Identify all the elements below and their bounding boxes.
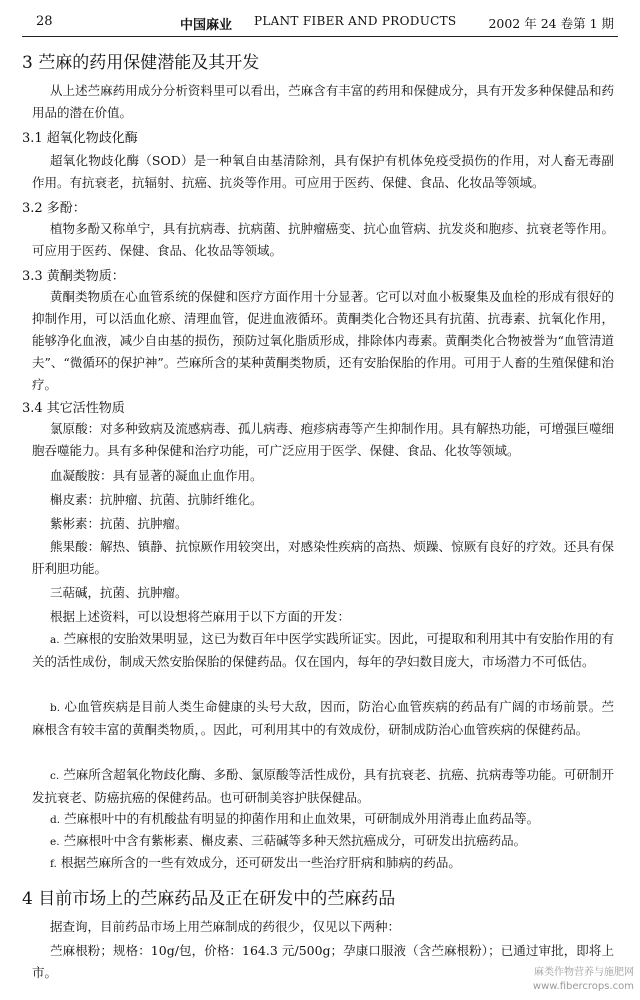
subsection-3-1-title: 3.1 超氧化物歧化酶 (22, 131, 138, 146)
subsection-3-3-title: 3.3 黄酮类物质： (22, 269, 125, 284)
subsection-3-2-text: 植物多酚又称单宁，具有抗病毒、抗病菌、抗肿瘤癌变、抗心血管病、抗发炎和胞疹、抗衰老等作用。可应用于医药、保健、食品、化妆品等领域。 (32, 221, 614, 258)
section-3-intro: 从上述苎麻药用成分分析资料里可以看出，苎麻含有丰富的药用和保健成分，具有开发多种保健品和药用品的潜在价值。 (32, 83, 614, 120)
subsection-3-4-text: 氯原酸：对多种致病及流感病毒、孤儿病毒、疱疹病毒等产生抑制作用。具有解热功能，可增强巨噬细胞吞噬能力。具有多种保健和治疗功能，可广泛应用于医学、保健、食品、化妆等领域。 (32, 421, 614, 458)
subsection-3-2-title: 3.2 多酚： (22, 201, 86, 216)
list-item: f. 根据苎麻所含的一些有效成分，还可研发出一些治疗肝病和肺病的药品。 (50, 855, 461, 870)
development-lead: 根据上述资料，可以设想将苎麻用于以下方面的开发： (50, 609, 351, 624)
list-item: b. 心血管疾病是目前人类生命健康的头号大敌，因而，防治心血管疾病的药品有广阔的市场前景。苎麻根含有较丰富的黄酮类物质，。因此，可利用其中的有效成份，研制成防治心血管疾病的保健药品。 (32, 699, 614, 737)
section-4-product: 苎麻根粉；规格：10g/包，价格：164.3 元/500g；孕康口服液（含苎麻根粉）；已通过审批，即将上市。 (32, 943, 614, 980)
list-item: e. 苎麻根叶中含有紫彬素、槲皮素、三萜碱等多种天然抗癌成分，可研发出抗癌药品。 (50, 833, 527, 848)
running-header (22, 10, 618, 37)
watermark: 麻类作物营养与施肥网 www.fibercrops.com (532, 967, 634, 992)
compound-line-2: 槲皮素：抗肿瘤、抗菌、抗肺纤维化。 (50, 492, 263, 507)
list-item: a. 苎麻根的安胎效果明显，这已为数百年中医学实践所证实。因此，可提取和利用其中有安胎作用的有关的活性成份，制成天然安胎保胎的保健药品。仅在国内，每年的孕妇数目庞大，市场潜力不可低估。 (32, 631, 614, 669)
subsection-3-1-text: 超氧化物歧化酶（SOD）是一种氧自由基清除剂，具有保护有机体免疫受损伤的作用，对人畜无毒副作用。有抗衰老，抗辐射、抗癌、抗炎等作用。可应用于医药、保健、食品、化妆品等领域。 (32, 153, 614, 190)
section-4-title: 4 目前市场上的苎麻药品及正在研发中的苎麻药品 (22, 889, 396, 909)
compound-line-3: 紫彬素：抗菌、抗肿瘤。 (50, 516, 188, 531)
subsection-3-4-title: 3.4 其它活性物质 (22, 401, 125, 416)
list-item: d. 苎麻根叶中的有机酸盐有明显的抑菌作用和止血效果，可研制成外用消毒止血药品等。 (50, 811, 540, 826)
section-3-title: 3 苎麻的药用保健潜能及其开发 (22, 53, 260, 73)
list-item: c. 苎麻所含超氧化物歧化酶、多酚、氯原酸等活性成份，具有抗衰老、抗癌、抗病毒等功能。可研制开发抗衰老、防癌抗癌的保健药品。也可研制美容护肤保健品。 (32, 767, 614, 805)
page-number: 28 (36, 14, 53, 29)
journal-title-en: PLANT FIBER AND PRODUCTS (254, 14, 457, 28)
compound-line-4: 三萜碱，抗菌、抗肿瘤。 (50, 585, 188, 600)
section-4-intro: 据查询，目前药品市场上用苎麻制成的药很少，仅见以下两种： (50, 919, 401, 934)
compound-line-1: 血凝酸胺：具有显著的凝血止血作用。 (50, 468, 263, 483)
subsection-3-3-text: 黄酮类物质在心血管系统的保健和医疗方面作用十分显著。它可以对血小板聚集及血栓的形成有很好的抑制作用，可以活血化瘀、清理血管，促进血液循环。黄酮类化合物还具有抗菌、抗毒素、抗氧化作用，能够净化血液，减少自由基的损伤，预防过氧化脂质形成，排除体内毒素。黄酮类化合物被誉为“血管清道夫”、“微循环的保护神”。苎麻所含的某种黄酮类物质，还有安胎保胎的作用。可用于人畜的生殖保健和治疗。 (32, 289, 614, 392)
journal-title-cn: 中国麻业 (180, 18, 233, 33)
compound-ursolic: 熊果酸：解热、镇静、抗惊厥作用较突出，对感染性疾病的高热、烦躁、惊厥有良好的疗效。还具有保肝利胆功能。 (32, 539, 614, 576)
issue-info: 2002 年 24 卷第 1 期 (488, 16, 614, 31)
